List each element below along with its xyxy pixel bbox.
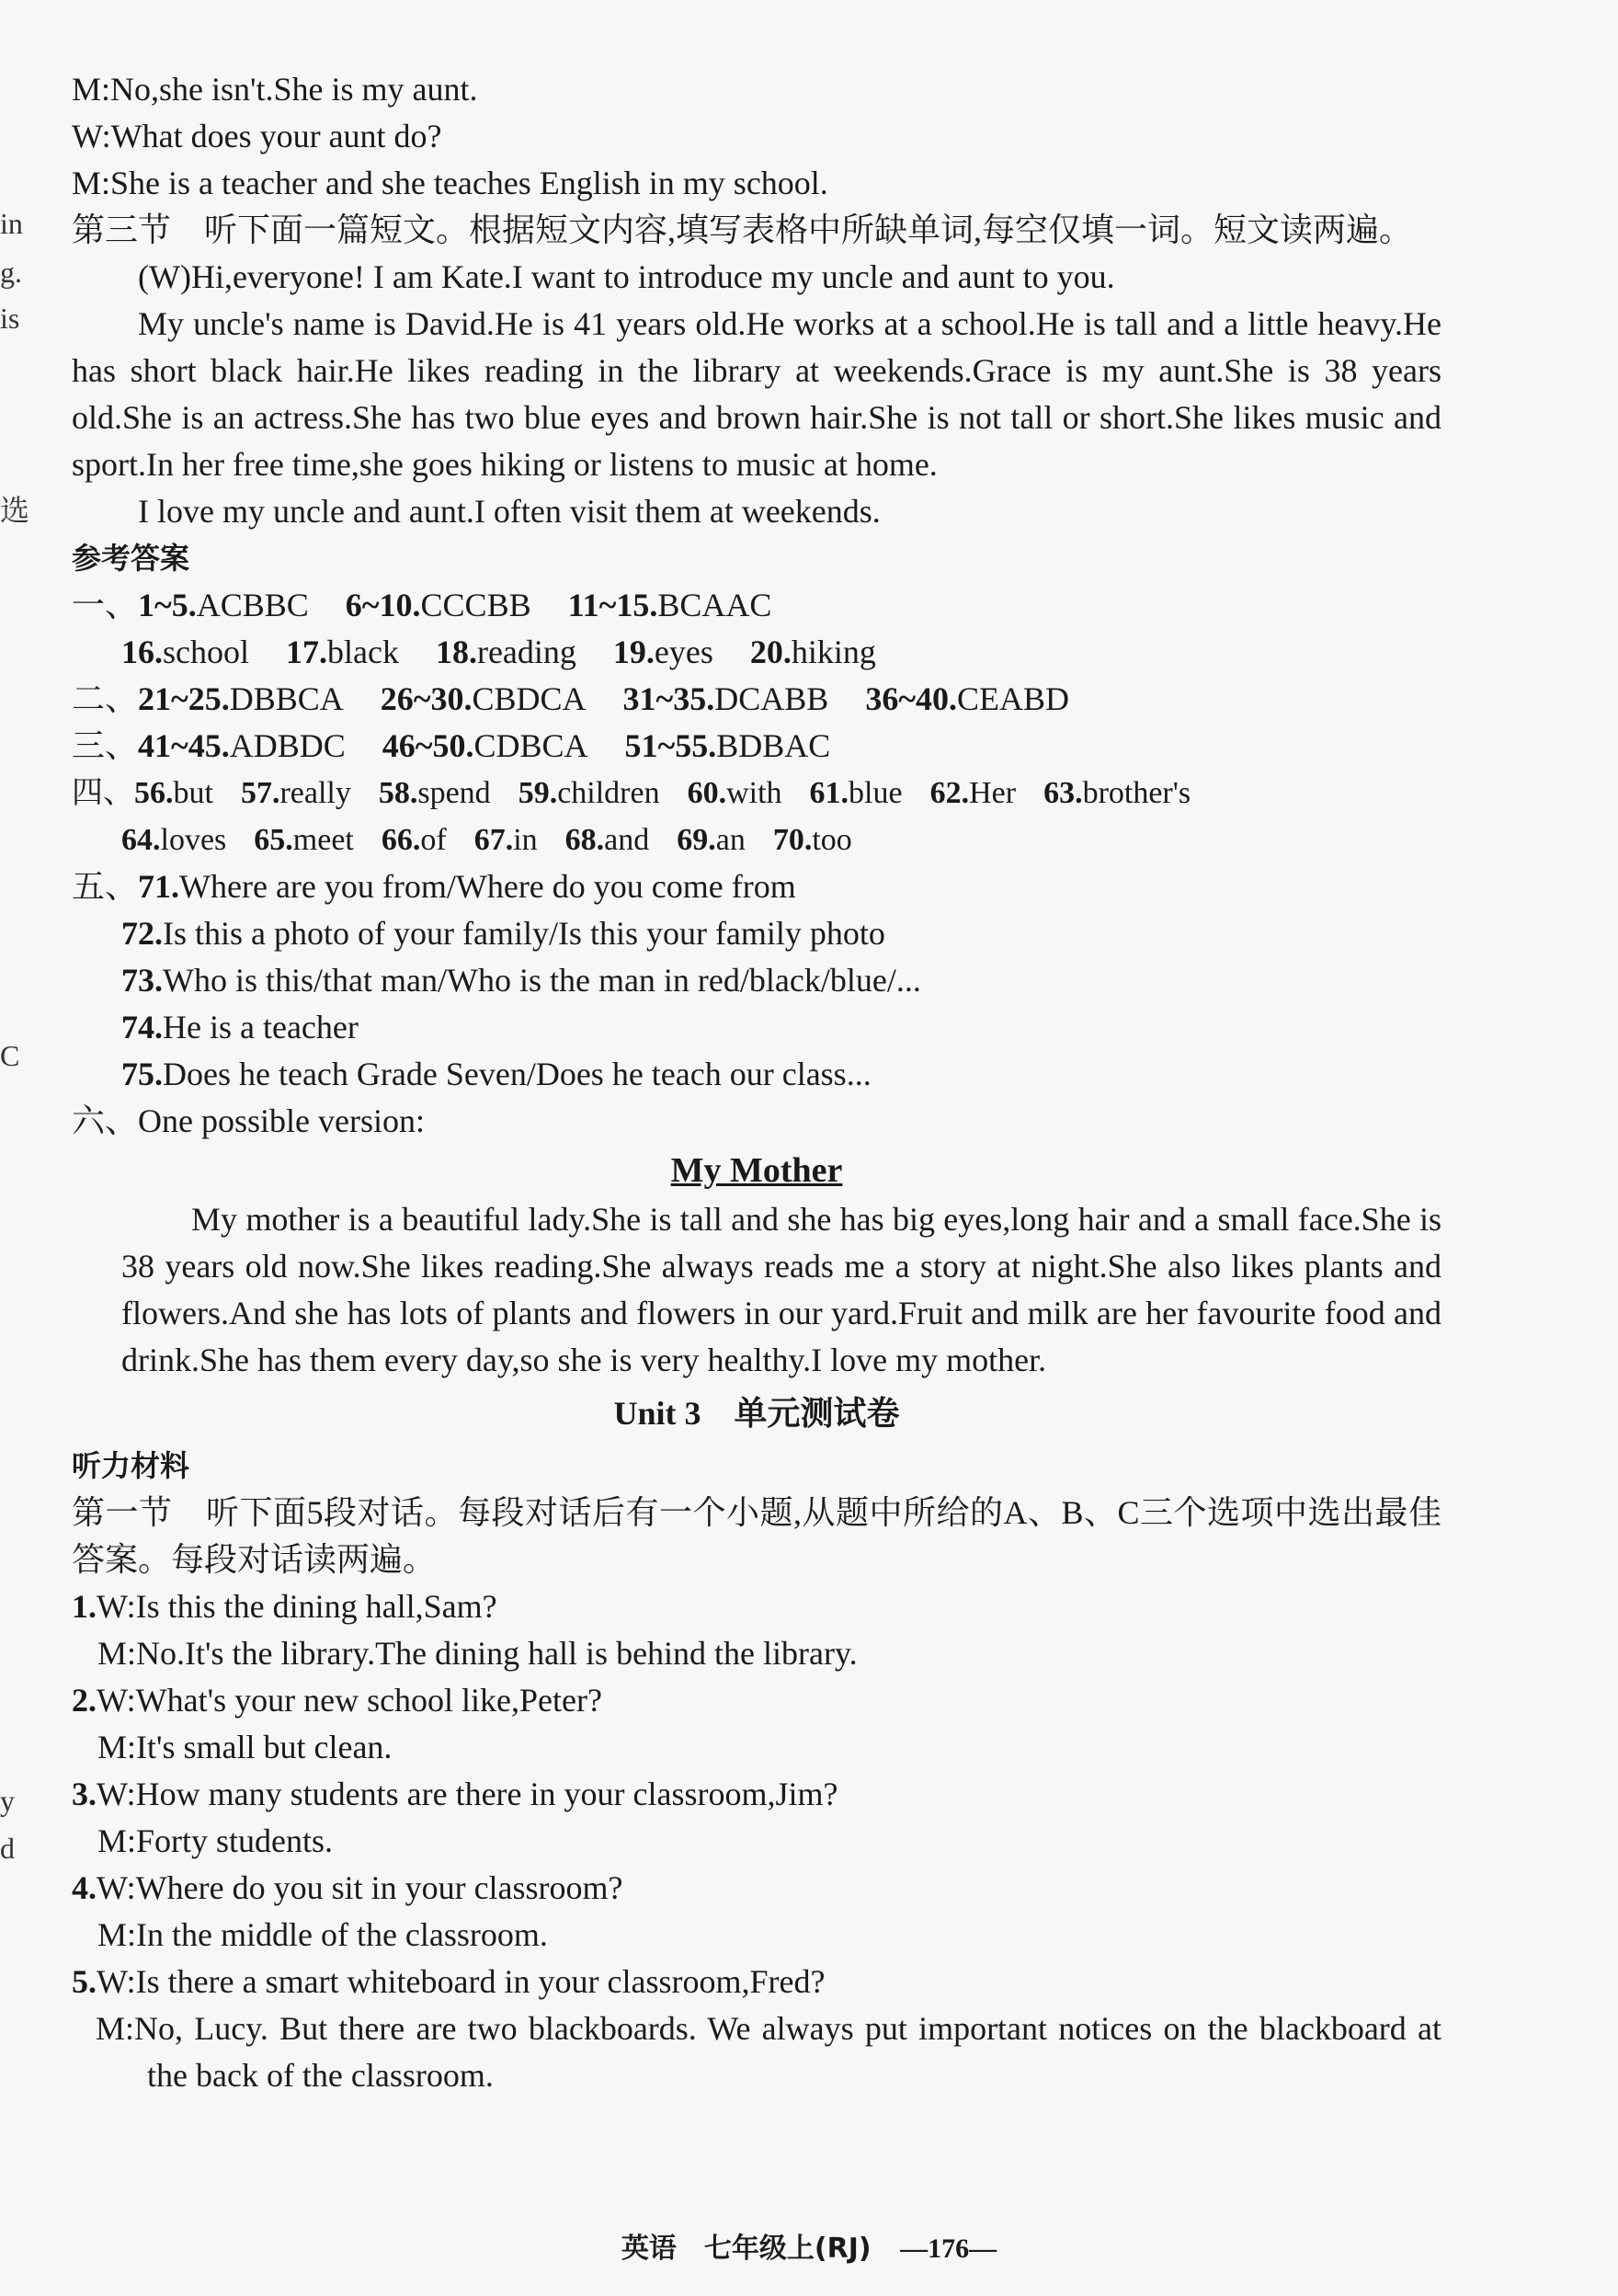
margin-fragment: y <box>0 1784 15 1817</box>
answer-row: 六、One possible version: <box>72 1102 425 1139</box>
answer-row: 73.Who is this/that man/Who is the man in red/black/blue/... <box>121 962 921 999</box>
answer-row: 16.school 17.black 18.reading 19.eyes 20.hiking <box>121 634 876 670</box>
answer-row: 74.He is a teacher <box>121 1009 359 1045</box>
answer-row: 一、1~5.ACBBC 6~10.CCCBB 11~15.BCAAC <box>72 587 772 623</box>
part-label: 五、 <box>72 868 139 905</box>
essay-body: My mother is a beautiful lady.She is tall and she has big eyes,long hair and a small face.She is 38 years old now.She likes reading.She always reads me a story at night.She also likes plants and flowers.And she has lots of plants and flowers in our yard.Fruit and milk are her favourite food and drink.She has them every day,so she is very healthy.I love my mother. <box>121 1201 1441 1378</box>
unit-title: Unit 3 单元测试卷 <box>613 1395 900 1432</box>
answer-row: 二、21~25.DBBCA 26~30.CBDCA 31~35.DCABB 36~40.CEABD <box>72 680 1070 717</box>
part-label: 四、 <box>72 776 134 810</box>
footer-subject: 英语 七年级上(RJ) <box>621 2233 872 2265</box>
essay-title: My Mother <box>670 1151 843 1190</box>
part-label: 六、 <box>72 1102 139 1139</box>
answer-row: 五、71.Where are you from/Where do you come from <box>72 868 796 905</box>
part-label: 三、 <box>72 727 139 764</box>
margin-fragment: C <box>0 1039 20 1072</box>
passage-paragraph: I love my uncle and aunt.I often visit them at weekends. <box>138 493 881 530</box>
dialogue-question: 1.W:Is this the dining hall,Sam? <box>72 1588 497 1625</box>
dialogue-reply: M:In the middle of the classroom. <box>97 1916 548 1953</box>
part-label: 一、 <box>72 587 139 623</box>
dialogue-reply: M:It's small but clean. <box>97 1729 393 1765</box>
margin-fragment: in <box>0 207 23 240</box>
dialogue-question: 4.W:Where do you sit in your classroom? <box>72 1869 623 1906</box>
section-instruction: 第三节 听下面一篇短文。根据短文内容,填写表格中所缺单词,每空仅填一词。短文读两遍。 <box>72 211 1413 248</box>
passage-paragraph: (W)Hi,everyone! I am Kate.I want to introduce my uncle and aunt to you. <box>138 258 1115 295</box>
answer-row: 75.Does he teach Grade Seven/Does he teach our class... <box>121 1056 872 1092</box>
dialogue-reply: M:Forty students. <box>97 1822 334 1859</box>
listening-heading: 听力材料 <box>72 1448 190 1483</box>
passage-paragraph: My uncle's name is David.He is 41 years old.He works at a school.He is tall and a little heavy.He has short black hair.He likes reading in the library at weekends.Grace is my aunt.She is 38 years old.She is an actress.She has two blue eyes and brown hair.She is not tall or short.She likes music and sport.In her free time,she goes hiking or listens to music at home. <box>72 305 1441 483</box>
margin-fragment: g. <box>0 256 22 289</box>
page-footer <box>0 2225 1618 2266</box>
margin-fragment: 选 <box>0 494 30 527</box>
dialogue-line: M:No,she isn't.She is my aunt. <box>72 71 478 108</box>
answer-row: 72.Is this a photo of your family/Is this your family photo <box>121 915 885 952</box>
dialogue-reply: M:No.It's the library.The dining hall is behind the library. <box>97 1635 858 1672</box>
section-instruction: 第一节 听下面5段对话。每段对话后有一个小题,从题中所给的A、B、C三个选项中选出最佳答案。每段对话读两遍。 <box>72 1494 1441 1578</box>
dialogue-question: 5.W:Is there a smart whiteboard in your classroom,Fred? <box>72 1963 826 2000</box>
dialogue-question: 3.W:How many students are there in your classroom,Jim? <box>72 1776 838 1812</box>
part-label: 二、 <box>72 680 139 717</box>
answers-heading: 参考答案 <box>72 541 190 576</box>
dialogue-reply: M:No, Lucy. But there are two blackboards. We always put important notices on the blackboard at the back of the classroom. <box>96 2010 1441 2094</box>
dialogue-line: W:What does your aunt do? <box>72 118 442 154</box>
dialogue-question: 2.W:What's your new school like,Peter? <box>72 1682 602 1719</box>
answer-row: 四、56.but 57.really 58.spend 59.children 60.with 61.blue 62.Her 63.brother's <box>72 776 1191 810</box>
margin-fragment: is <box>0 302 20 335</box>
answer-row: 三、41~45.ADBDC 46~50.CDBCA 51~55.BDBAC <box>72 727 831 764</box>
page-content <box>72 66 1441 2099</box>
page-number: —176— <box>900 2233 997 2264</box>
dialogue-line: M:She is a teacher and she teaches English in my school. <box>72 165 828 201</box>
answer-row: 64.loves 65.meet 66.of 67.in 68.and 69.an 70.too <box>121 823 852 857</box>
margin-fragment: d <box>0 1832 15 1865</box>
